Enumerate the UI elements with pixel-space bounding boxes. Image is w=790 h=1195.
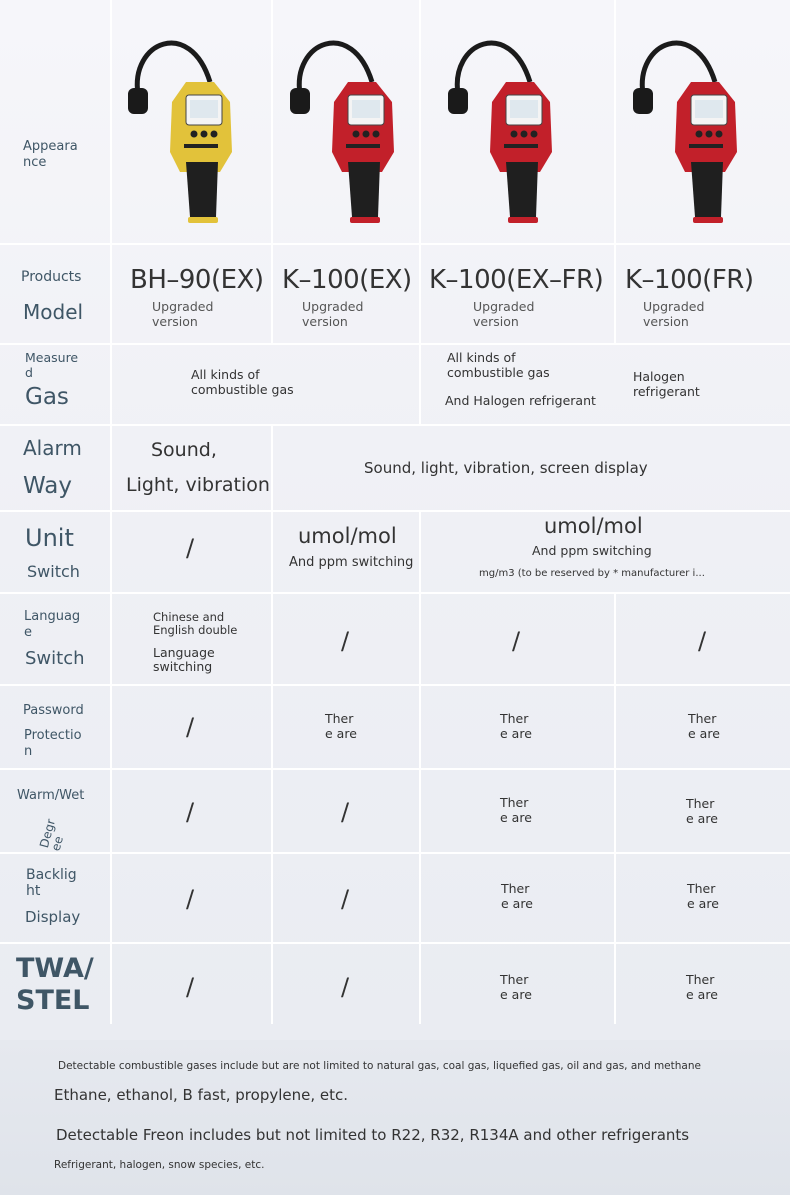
alarm-bh90-b: Light, vibration bbox=[126, 474, 270, 496]
column-divider bbox=[419, 0, 421, 424]
alarm-label: Alarm bbox=[23, 436, 82, 460]
display-label: Display bbox=[25, 908, 81, 926]
model-note: Upgraded version bbox=[302, 299, 364, 329]
column-divider bbox=[271, 424, 273, 510]
unit-others-a: umol/mol bbox=[544, 514, 643, 538]
model-name-bh90: BH–90(EX) bbox=[130, 265, 264, 295]
note-line-1: Detectable combustible gases include but are not limited to natural gas, coal gas, liquefied gas, oil and gas, and methane bbox=[58, 1060, 701, 1072]
model-note: Upgraded version bbox=[152, 299, 214, 329]
warm-k100fr: Ther e are bbox=[686, 796, 718, 826]
language-label: Languag e bbox=[24, 609, 81, 640]
column-divider bbox=[614, 0, 616, 343]
twa-k100fr: Ther e are bbox=[686, 972, 718, 1002]
model-label: Model bbox=[23, 300, 84, 324]
device-image-k100fr bbox=[625, 22, 755, 227]
column-divider bbox=[110, 0, 112, 1024]
model-name-k100fr: K–100(FR) bbox=[625, 265, 754, 295]
note-line-3: Detectable Freon includes but not limited to R22, R32, R134A and other refrigerants bbox=[56, 1126, 690, 1144]
column-divider bbox=[614, 592, 616, 1024]
alarm-bh90-a: Sound, bbox=[151, 439, 217, 461]
unit-others-c: mg/m3 (to be reserved by * manufacturer i... bbox=[479, 568, 705, 579]
password-bh90: / bbox=[186, 713, 195, 741]
note-line-4: Refrigerant, halogen, snow species, etc. bbox=[54, 1159, 265, 1171]
model-name-k100ex: K–100(EX) bbox=[282, 265, 412, 295]
switch-label: Switch bbox=[27, 562, 80, 581]
row-language bbox=[0, 592, 790, 686]
gas-label: Gas bbox=[25, 384, 69, 410]
password-k100ex: Ther e are bbox=[325, 711, 357, 741]
row-password bbox=[0, 684, 790, 770]
language-switch-label: Switch bbox=[25, 648, 85, 669]
backlight-bh90: / bbox=[186, 885, 195, 913]
gas-combustible: All kinds of combustible gas bbox=[191, 367, 294, 397]
products-label: Products bbox=[21, 269, 82, 285]
language-bh90-a: Chinese and English double bbox=[153, 610, 238, 637]
language-k100exfr: / bbox=[512, 627, 521, 655]
password-k100fr: Ther e are bbox=[688, 711, 720, 741]
row-warm bbox=[0, 768, 790, 854]
column-divider bbox=[419, 510, 421, 1024]
row-unit bbox=[0, 510, 790, 594]
unit-k100ex-a: umol/mol bbox=[298, 524, 397, 548]
unit-label: Unit bbox=[25, 524, 74, 552]
unit-k100ex-b: And ppm switching bbox=[289, 555, 414, 570]
twa-k100exfr: Ther e are bbox=[500, 972, 532, 1002]
password-label: Password bbox=[23, 703, 84, 718]
warm-wet-label: Warm/Wet bbox=[17, 788, 85, 803]
language-k100ex: / bbox=[341, 627, 350, 655]
backlight-k100fr: Ther e are bbox=[687, 881, 719, 911]
device-image-k100exfr bbox=[440, 22, 570, 227]
measured-label: Measure d bbox=[25, 350, 79, 380]
twa-k100ex: / bbox=[341, 973, 350, 1001]
backlight-k100exfr: Ther e are bbox=[501, 881, 533, 911]
protection-label: Protectio n bbox=[24, 728, 82, 759]
gas-combustible-exfr: All kinds of combustible gas bbox=[447, 350, 550, 380]
note-line-2: Ethane, ethanol, B fast, propylene, etc. bbox=[54, 1086, 349, 1104]
alarm-others: Sound, light, vibration, screen display bbox=[364, 459, 648, 477]
column-divider bbox=[271, 510, 273, 1024]
warm-k100exfr: Ther e are bbox=[500, 795, 532, 825]
unit-others-b: And ppm switching bbox=[532, 543, 652, 558]
backlight-label: Backlig ht bbox=[26, 867, 77, 899]
language-k100fr: / bbox=[698, 627, 707, 655]
way-label: Way bbox=[23, 473, 72, 499]
twa-bh90: / bbox=[186, 973, 195, 1001]
row-backlight bbox=[0, 852, 790, 944]
warm-k100ex: / bbox=[341, 798, 350, 826]
device-image-bh90 bbox=[120, 22, 250, 227]
twa-stel-label: TWA/ STEL bbox=[16, 953, 94, 1016]
model-name-k100exfr: K–100(EX–FR) bbox=[429, 265, 604, 295]
backlight-k100ex: / bbox=[341, 885, 350, 913]
device-image-k100ex bbox=[282, 22, 412, 227]
warm-bh90: / bbox=[186, 798, 195, 826]
notes-panel bbox=[0, 1040, 790, 1195]
unit-bh90: / bbox=[186, 534, 195, 562]
appearance-label: Appeara nce bbox=[23, 139, 78, 170]
model-note: Upgraded version bbox=[643, 299, 705, 329]
degree-label: Degr ee bbox=[37, 817, 66, 853]
column-divider bbox=[271, 0, 273, 343]
gas-halogen-exfr: And Halogen refrigerant bbox=[445, 393, 596, 408]
password-k100exfr: Ther e are bbox=[500, 711, 532, 741]
gas-halogen-fr: Halogen refrigerant bbox=[633, 369, 700, 399]
language-bh90-b: Language switching bbox=[153, 645, 215, 674]
model-note: Upgraded version bbox=[473, 299, 535, 329]
